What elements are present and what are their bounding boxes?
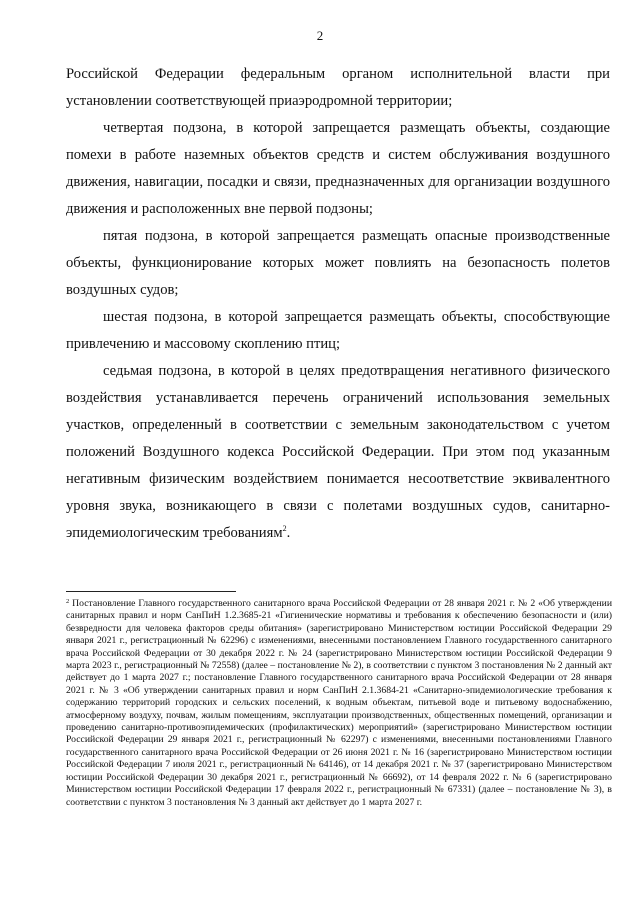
footnote-marker: 2 [66, 598, 70, 605]
footnote-separator [66, 591, 236, 592]
paragraph-seventh-subzone-text: седьмая подзона, в которой в целях предотвращения негативного физического воздействия устанавливается перечень ограничений использования земельных участков, определенный в соответствии с земельным законодательством с учетом положений Воздушного кодекса Российской Федерации. При этом под указанным негативным физическим воздействием понимается несоответствие эквивалентного уровня звука, возникающего в связи с полетами воздушных судов, санитарно-эпидемиологическим требованиям [66, 363, 610, 541]
paragraph-fifth-subzone: пятая подзона, в которой запрещается размещать опасные производственные объекты, функционирование которых может повлиять на безопасность полетов воздушных судов; [66, 228, 610, 298]
page-number: 2 [316, 28, 324, 43]
paragraph-continuation: Российской Федерации федеральным органом исполнительной власти при установлении соответствующей приаэродромной территории; [66, 66, 610, 109]
paragraph-seventh-subzone: седьмая подзона, в которой в целях предотвращения негативного физического воздействия устанавливается перечень ограничений использования земельных участков, определенный в соответствии с земельным законодательством с учетом положений Воздушного кодекса Российской Федерации. При этом под указанным негативным физическим воздействием понимается несоответствие эквивалентного уровня звука, возникающего в связи с полетами воздушных судов, санитарно-эпидемиологическим требованиям$^2$. [66, 363, 610, 541]
footnote-reference[interactable]: 2 [282, 524, 287, 533]
paragraph-sixth-subzone: шестая подзона, в которой запрещается размещать объекты, способствующие привлечению и массовому скоплению птиц; [66, 309, 610, 352]
footnote-text: Постановление Главного государственного санитарного врача Российской Федерации от 28 января 2021 г. № 2 «Об утверждении санитарных правил и норм СанПиН 1.2.3685-21 «Гигиенические нормативы и требования к обеспечению безопасности и (или) безвредности для человека факторов среды обитания» (зарегистрировано Министерством юстиции Российской Федерации 29 января 2021 г., регистрационный № 62296) с изменениями, внесенными постановлением Главного государственного санитарного врача Российской Федерации от 30 декабря 2022 г. № 24 (зарегистрировано Министерством юстиции Российской Федерации 9 марта 2023 г., регистрационный № 72558) (далее – постановление № 2), в соответствии с пунктом 3 постановления № 2 данный акт действует до 1 марта 2027 г.; постановление Главного государственного санитарного врача Российской Федерации от 28 января 2021 г. № 3 «Об утверждении санитарных правил и норм СанПиН 2.1.3684-21 «Санитарно-эпидемиологические требования к содержанию территорий городских и сельских поселений, к водным объектам, питьевой воде и питьевому водоснабжению, атмосферному воздуху, почвам, жилым помещениям, эксплуатации производственных, общественных помещений, организации и проведению санитарно-противоэпидемических (профилактических) мероприятий» (зарегистрировано Министерством юстиции Российской Федерации 29 января 2021 г., регистрационный № 62297) с изменениями, внесенными постановлениями Главного государственного санитарного врача Российской Федерации от 26 июня 2021 г. № 16 (зарегистрировано Министерством юстиции Российской Федерации 7 июля 2021 г., регистрационный № 64146), от 14 декабря 2021 г. № 37 (зарегистрировано Министерством юстиции Российской Федерации 30 декабря 2021 г., регистрационный № 66692), от 14 февраля 2022 г. № 6 (зарегистрировано Министерством юстиции Российской Федерации 17 февраля 2022 г., регистрационный № 67331) (далее – постановление № 3), в соответствии с пунктом 3 постановления № 3 данный акт действует до 1 марта 2027 г. [66, 598, 613, 808]
footnote [66, 598, 612, 809]
paragraph-fourth-subzone: четвертая подзона, в которой запрещается размещать объекты, создающие помехи в работе наземных объектов средств и систем обслуживания воздушного движения, навигации, посадки и связи, предназначенных для организации воздушного движения и расположенных вне первой подзоны; [66, 120, 610, 217]
body-text [66, 61, 610, 547]
